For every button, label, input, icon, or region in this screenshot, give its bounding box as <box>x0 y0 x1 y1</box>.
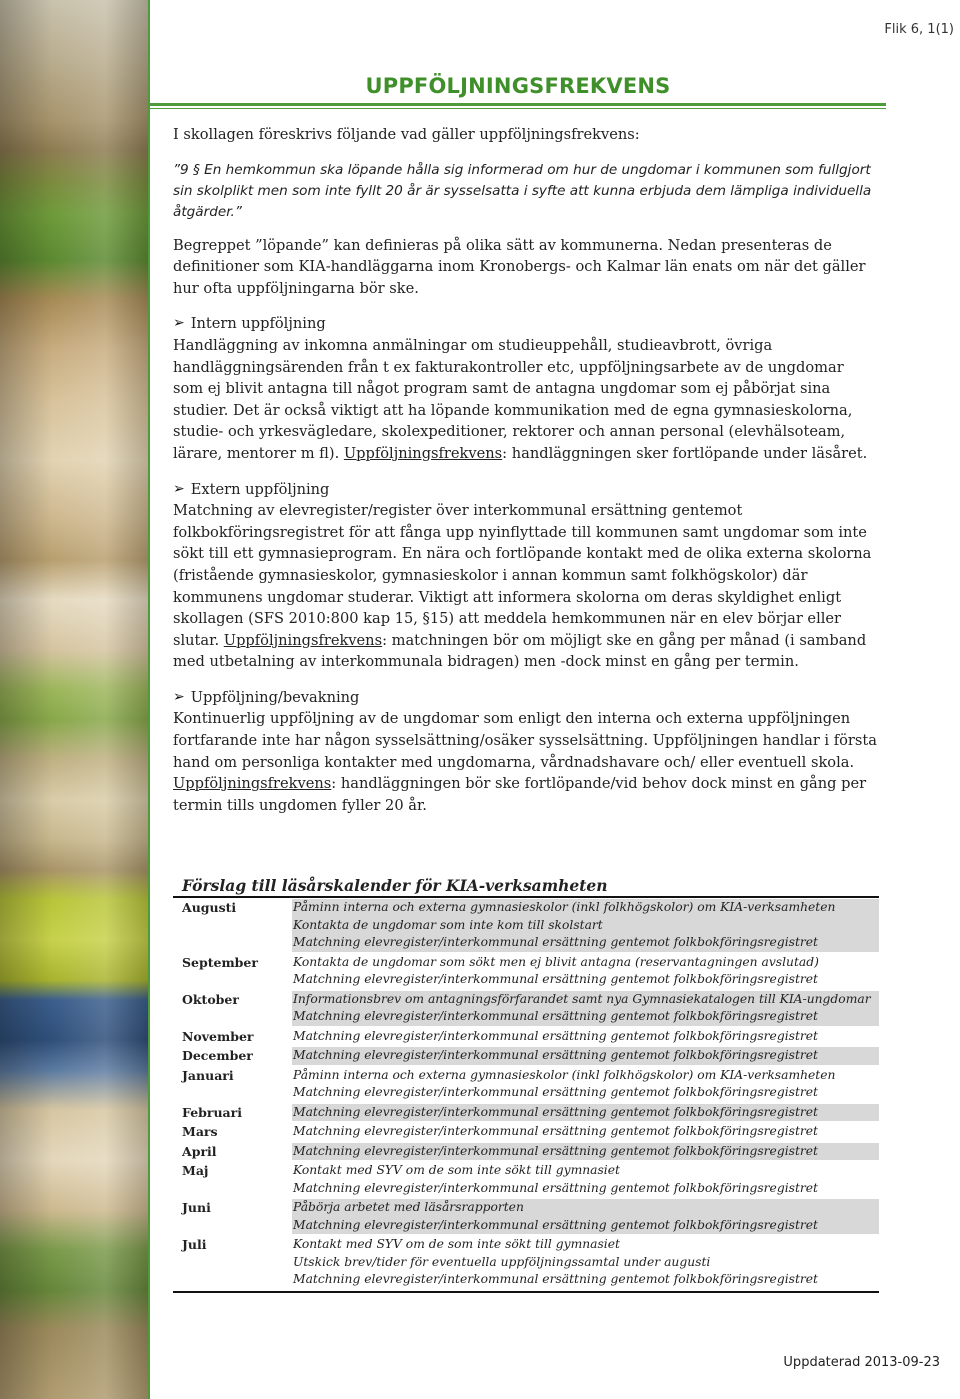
calendar-activity: Matchning elevregister/interkommunal ersättning gentemot folkbokföringsregistret <box>293 1048 818 1062</box>
calendar-activity: Kontakt med SYV om de som inte sökt till gymnasiet <box>293 1163 620 1177</box>
arrow-bullet-icon: ➢ <box>173 315 185 332</box>
calendar-activity: Matchning elevregister/interkommunal ersättning gentemot folkbokföringsregistret <box>293 1217 818 1232</box>
calendar-month: April <box>182 1143 217 1159</box>
calendar-activities <box>292 1067 879 1102</box>
calendar-table <box>173 876 879 1293</box>
calendar-activities <box>292 1047 879 1065</box>
section-body-text: Kontinuerlig uppföljning av de ungdomar som enligt den interna och externa uppföljningen fortfarande inte har någon sysselsättning/osäker sysselsättning. Uppföljningen handlar i första hand om personliga kontakter med ungdomarna, vårdnadshavare och/ eller eventuell skola. <box>173 710 877 771</box>
calendar-row <box>173 1122 879 1142</box>
calendar-row <box>173 1142 879 1162</box>
calendar-activity: Matchning elevregister/interkommunal ersättning gentemot folkbokföringsregistret <box>293 1124 818 1138</box>
calendar-activities <box>292 1236 879 1289</box>
calendar-month: Januari <box>182 1067 234 1083</box>
calendar-row <box>173 1066 879 1103</box>
calendar-activities <box>292 1028 879 1046</box>
calendar-activities <box>292 1104 879 1122</box>
calendar-row <box>173 953 879 990</box>
section-heading-text: Intern uppföljning <box>190 315 326 333</box>
calendar-activity: Matchning elevregister/interkommunal ersättning gentemot folkbokföringsregistret <box>293 1272 818 1286</box>
page-reference: Flik 6, 1(1) <box>884 22 954 37</box>
section-heading <box>173 313 878 335</box>
section-body-text: Handläggning av inkomna anmälningar om studieuppehåll, studieavbrott, övriga handläggningsärenden från t ex fakturakontroller etc, uppföljningsarbete av de ungdomar som ej blivit antagna till något program samt de antagna ungdomar som ej påbörjat sina studier. Det är också viktigt att ha löpande kommunikation med de egna gymnasieskolorna, studie- och yrkesvägledare, skolexpeditioner, rektorer och annan personal (elevhälsoteam, lärare, mentorer m fl). <box>173 336 853 462</box>
calendar-bottom-rule <box>173 1291 879 1293</box>
document-title: UPPFÖLJNINGSFREKVENS <box>365 74 671 98</box>
calendar-activities <box>292 954 879 989</box>
section-heading <box>173 479 878 501</box>
document-body <box>173 124 878 816</box>
calendar-month: Juni <box>182 1200 211 1215</box>
intro-text: I skollagen föreskrivs följande vad gäller uppföljningsfrekvens: <box>173 126 640 143</box>
section-heading-text: Uppföljning/bevakning <box>190 688 360 706</box>
calendar-row <box>173 1198 879 1235</box>
calendar-month: Juli <box>182 1237 207 1252</box>
calendar-month: December <box>182 1048 253 1063</box>
calendar-activity: Matchning elevregister/interkommunal ersättning gentemot folkbokföringsregistret <box>293 1085 818 1099</box>
arrow-bullet-icon: ➢ <box>173 688 185 705</box>
frequency-label: Uppföljningsfrekvens <box>173 775 332 793</box>
calendar-row <box>173 990 879 1027</box>
calendar-month: September <box>182 954 258 970</box>
definition-paragraph: Begreppet ”löpande” kan definieras på olika sätt av kommunerna. Nedan presenteras de definitioner som KIA-handläggarna inom Kronobergs- och Kalmar län enats om när det gäller hur ofta uppföljningarna bör ske. <box>173 236 866 297</box>
calendar-month: Maj <box>182 1163 209 1178</box>
section-body <box>173 335 878 465</box>
calendar-activity: Matchning elevregister/interkommunal ersättning gentemot folkbokföringsregistret <box>293 1009 818 1023</box>
calendar-month: Oktober <box>182 991 239 1007</box>
calendar-row <box>173 1046 879 1066</box>
frequency-text: : matchningen bör om möjligt ske en gång per månad (i samband med utbetalning av interkommunala bidragen) men -dock minst en gång per termin. <box>173 631 867 671</box>
frequency-label: Uppföljningsfrekvens <box>223 631 383 649</box>
section-heading <box>173 687 878 709</box>
title-underline <box>150 103 886 109</box>
calendar-activities <box>292 1143 879 1161</box>
calendar-activity: Matchning elevregister/interkommunal ersättning gentemot folkbokföringsregistret <box>293 1143 818 1158</box>
calendar-activity: Matchning elevregister/interkommunal ersättning gentemot folkbokföringsregistret <box>293 1028 818 1043</box>
calendar-activities <box>292 899 879 952</box>
law-quote: ”9 § En hemkommun ska löpande hålla sig informerad om hur de ungdomar i kommunen som fullgjort sin skolplikt men som inte fyllt 20 år är sysselsatta i syfte att kunna erbjuda dem lämpliga individuella åtgärder.” <box>173 161 872 220</box>
calendar-month: Mars <box>182 1124 218 1139</box>
calendar-activity: Matchning elevregister/interkommunal ersättning gentemot folkbokföringsregistret <box>293 1104 818 1119</box>
calendar-activity: Kontakta de ungdomar som inte kom till skolstart <box>293 917 603 932</box>
calendar-row <box>173 1103 879 1123</box>
vertical-green-divider <box>148 0 150 1399</box>
calendar-rows <box>173 898 879 1290</box>
calendar-row <box>173 1027 879 1047</box>
section-body <box>173 500 878 673</box>
frequency-label: Uppföljningsfrekvens <box>343 444 503 462</box>
calendar-activity: Informationsbrev om antagningsförfarandet samt nya Gymnasiekatalogen till KIA-ungdomar <box>293 991 871 1006</box>
calendar-activity: Kontakt med SYV om de som inte sökt till gymnasiet <box>293 1237 620 1251</box>
frequency-text: : handläggningen bör ske fortlöpande/vid behov dock minst en gång per termin tills ungdomen fyller 20 år. <box>173 775 867 814</box>
calendar-row <box>173 898 879 953</box>
section-intern <box>173 313 878 464</box>
section-body <box>173 708 878 816</box>
book-spine-image <box>0 0 150 1399</box>
section-extern <box>173 479 878 673</box>
calendar-activity: Utskick brev/tider för eventuella uppföljningssamtal under augusti <box>293 1254 711 1269</box>
calendar-activity: Påminn interna och externa gymnasieskolor (inkl folkhögskolor) om KIA-verksamheten <box>293 1067 836 1082</box>
calendar-row <box>173 1161 879 1198</box>
updated-date: Uppdaterad 2013-09-23 <box>783 1355 940 1370</box>
calendar-activities <box>292 1162 879 1197</box>
section-heading-text: Extern uppföljning <box>190 480 330 498</box>
calendar-activity: Matchning elevregister/interkommunal ersättning gentemot folkbokföringsregistret <box>293 935 818 949</box>
calendar-month: November <box>182 1028 254 1044</box>
calendar-month: Februari <box>182 1104 242 1120</box>
calendar-activities <box>292 991 879 1026</box>
arrow-bullet-icon: ➢ <box>173 480 185 497</box>
calendar-activities <box>292 1123 879 1141</box>
calendar-activity: Påbörja arbetet med läsårsrapporten <box>293 1200 524 1214</box>
section-body-text: Matchning av elevregister/register över interkommunal ersättning gentemot folkbokföringsregistret för att fånga upp nyinflyttade till kommunen samt ungdomar som inte sökt till ett gymnasieprogram. En nära och fortlöpande kontakt med de olika externa skolorna (fristående gymnasieskolor, gymnasieskolor i annan kommun samt folkhögskolor) där kommunens ungdomar studerar. Viktigt att informera skolorna om deras skyldighet enligt skollagen (SFS 2010:800 kap 15, §15) att meddela hemkommunen när en elev börjar eller slutar. <box>173 502 872 649</box>
calendar-month: Augusti <box>182 900 237 915</box>
calendar-title: Förslag till läsårskalender för KIA-verksamheten <box>173 876 879 898</box>
frequency-text: : handläggningen sker fortlöpande under läsåret. <box>502 444 868 462</box>
section-bevakning <box>173 687 878 817</box>
calendar-activity: Matchning elevregister/interkommunal ersättning gentemot folkbokföringsregistret <box>293 1180 818 1195</box>
calendar-row <box>173 1235 879 1290</box>
calendar-activity: Kontakta de ungdomar som sökt men ej blivit antagna (reservantagningen avslutad) <box>293 954 819 969</box>
calendar-activities <box>292 1199 879 1234</box>
calendar-activity: Påminn interna och externa gymnasieskolor (inkl folkhögskolor) om KIA-verksamheten <box>293 900 836 914</box>
calendar-activity: Matchning elevregister/interkommunal ersättning gentemot folkbokföringsregistret <box>293 972 818 986</box>
